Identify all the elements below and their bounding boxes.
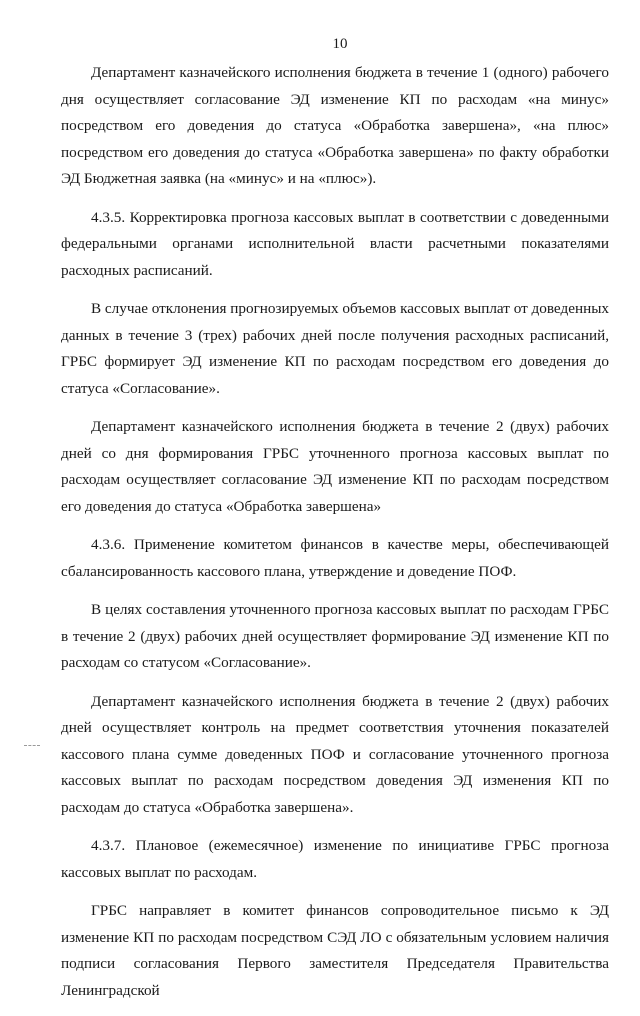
paragraph-8: 4.3.7. Плановое (ежемесячное) изменение по инициативе ГРБС прогноза кассовых выплат по расходам.: [61, 837, 609, 881]
page-number: 10: [332, 36, 348, 52]
paragraph-2: 4.3.5. Корректировка прогноза кассовых выплат в соответствии с доведенными федеральными органами исполнительной власти расчетными показателями расходных расписаний.: [61, 208, 609, 279]
paragraph-5: 4.3.6. Применение комитетом финансов в качестве меры, обеспечивающей сбалансированность кассового плана, утверждение и доведение ПОФ.: [61, 536, 609, 580]
paragraph-9: ГРБС направляет в комитет финансов сопроводительное письмо к ЭД изменение КП по расходам посредством СЭД ЛО с обязательным условием наличия подписи согласования Первого заместителя Председателя Правительства Ленинградской: [61, 902, 609, 999]
paragraph-6: В целях составления уточненного прогноза кассовых выплат по расходам ГРБС в течение 2 (двух) рабочих дней осуществляет формирование ЭД изменение КП по расходам со статусом «Согласование».: [61, 601, 609, 671]
paragraph-3: В случае отклонения прогнозируемых объемов кассовых выплат от доведенных данных в течение 3 (трех) рабочих дней после получения расходных расписаний, ГРБС формирует ЭД изменение КП по расходам посредством его доведения до статуса «Согласование».: [61, 300, 609, 397]
paragraph-7: Департамент казначейского исполнения бюджета в течение 2 (двух) рабочих дней осуществляет контроль на предмет соответствия уточнения показателей кассового плана сумме доведенных ПОФ и согласование уточненного прогноза кассовых выплат по расходам посредством доведения ЭД изменения КП по расходам до статуса «Обработка завершена».: [61, 692, 609, 816]
document-body: [61, 60, 609, 1016]
margin-mark: [24, 745, 40, 746]
paragraph-1: Департамент казначейского исполнения бюджета в течение 1 (одного) рабочего дня осуществляет согласование ЭД изменение КП по расходам «на минус» посредством его доведения до статуса «Обработка завершена», «на плюс» посредством его доведения до статуса «Обработка завершена» по факту обработки ЭД Бюджетная заявка (на «минус» и на «плюс»).: [61, 64, 609, 187]
paragraph-4: Департамент казначейского исполнения бюджета в течение 2 (двух) рабочих дней со дня формирования ГРБС уточненного прогноза кассовых выплат по расходам осуществляет согласование ЭД изменение КП по расходам посредством его доведения до статуса «Обработка завершена»: [61, 418, 609, 515]
